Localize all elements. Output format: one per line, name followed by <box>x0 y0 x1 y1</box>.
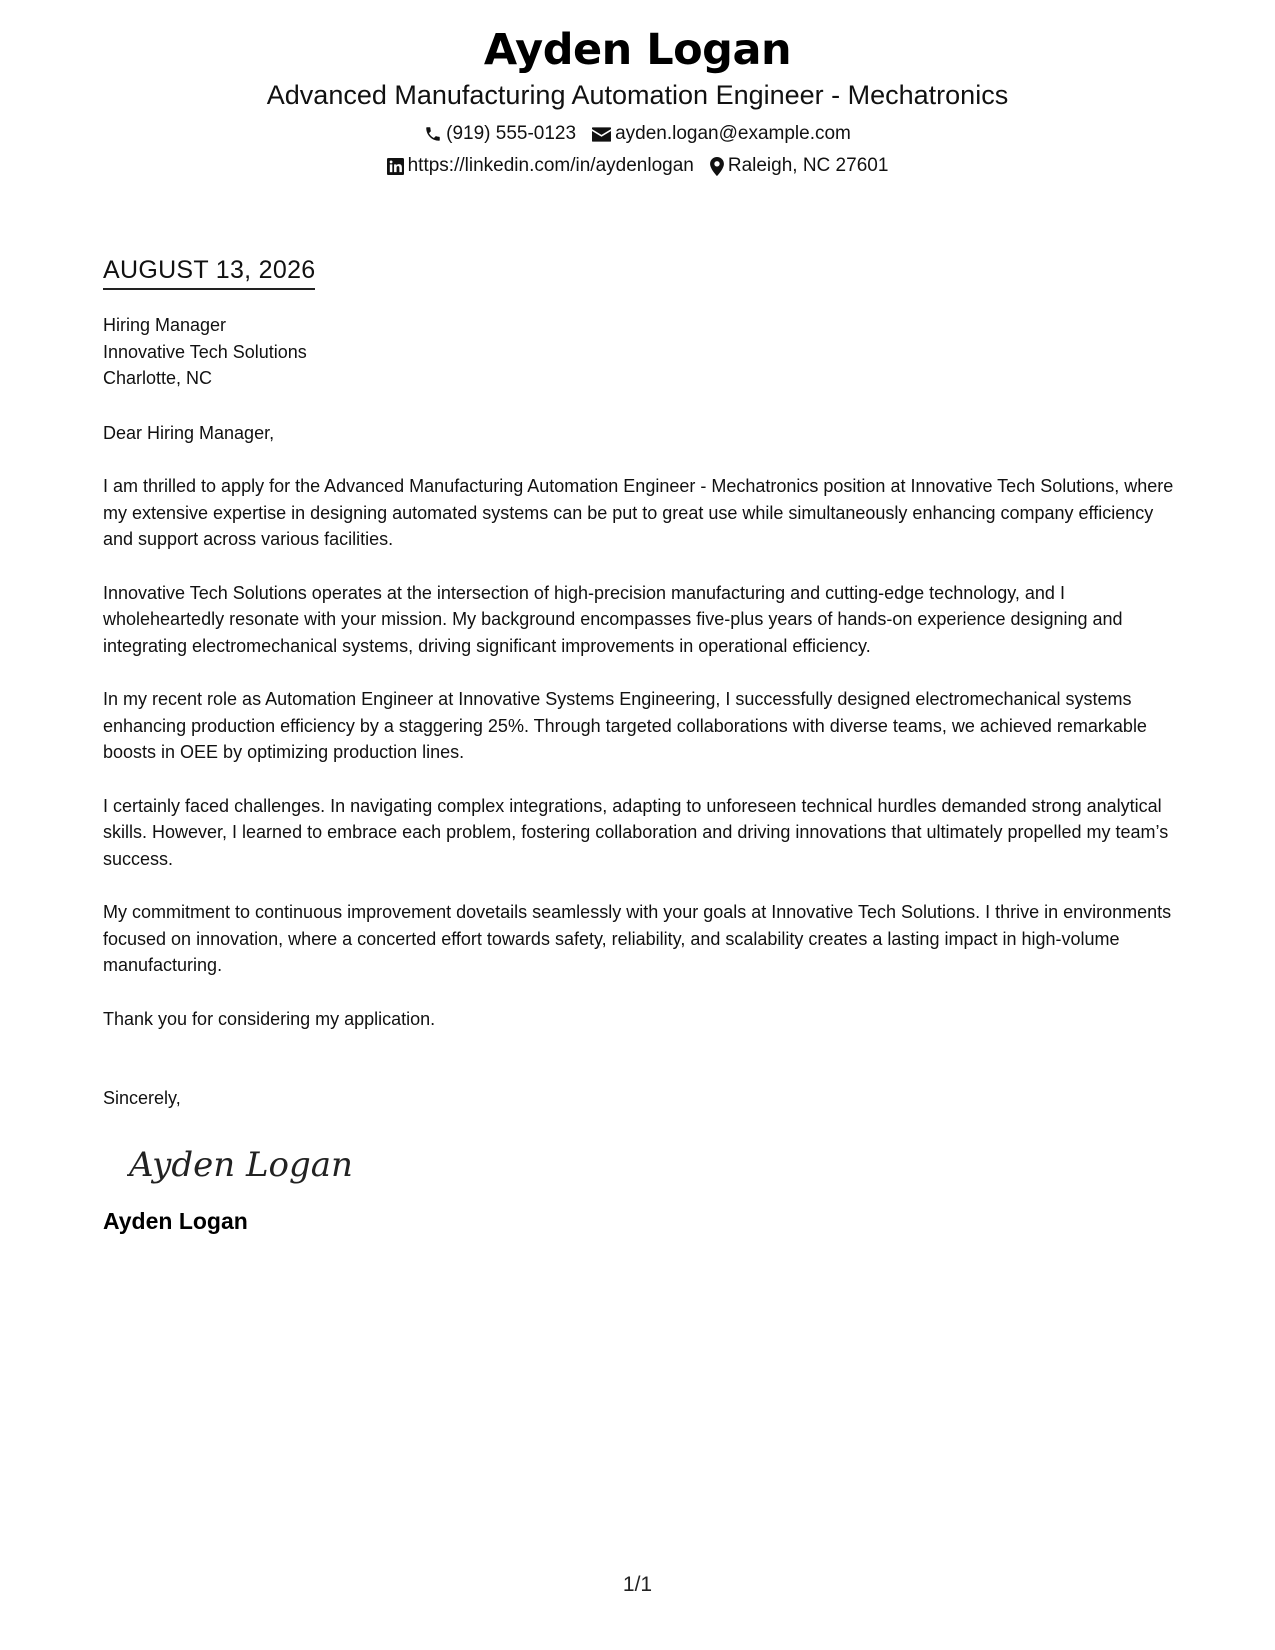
body-paragraph: I certainly faced challenges. In navigating complex integrations, adapting to unforeseen technical hurdles demanded strong analytical skills. However, I learned to embrace each problem, fostering collaboration and driving innovations that ultimately propelled my team’s success. <box>103 795 1169 869</box>
body-paragraph: Innovative Tech Solutions operates at the intersection of high-precision manufacturing and cutting-edge technology, and I wholeheartedly resonate with your mission. My background encompasses five-plus years of hands-on experience designing and integrating electromechanical systems, driving significant improvements in operational efficiency. <box>103 582 1123 656</box>
salutation: Dear Hiring Manager, <box>103 422 275 443</box>
contact-linkedin <box>387 153 694 179</box>
handwritten-signature <box>127 1134 357 1194</box>
closing: Sincerely, <box>103 1088 181 1108</box>
email-address: ayden.logan@example.com <box>615 123 851 144</box>
recipient-block <box>103 312 1178 392</box>
map-marker-icon <box>710 157 724 176</box>
envelope-icon <box>592 127 611 142</box>
body-paragraph: I am thrilled to apply for the Advanced Manufacturing Automation Engineer - Mechatronics position at Innovative Tech Solutions, where my extensive expertise in designing automated systems can be put to great use while simultaneously enhancing company efficiency and support across various facilities. <box>103 476 1174 549</box>
contact-phone <box>424 121 576 147</box>
letter-header <box>0 22 1275 179</box>
contact-row-secondary <box>0 153 1275 179</box>
job-headline: Advanced Manufacturing Automation Engineer - Mechatronics <box>266 80 1009 110</box>
phone-icon <box>424 125 442 143</box>
phone-number: (919) 555-0123 <box>446 123 577 144</box>
recipient-company: Innovative Tech Solutions <box>103 341 307 362</box>
signature-script: Ayden Logan <box>129 1144 353 1185</box>
contact-location <box>710 153 889 179</box>
recipient-title: Hiring Manager <box>103 315 227 335</box>
letter-date: AUGUST 13, 2026 <box>103 254 315 290</box>
signer-name: Ayden Logan <box>103 1207 248 1234</box>
letter-body <box>103 254 1178 1236</box>
applicant-name: Ayden Logan <box>483 25 792 75</box>
location-text: Raleigh, NC 27601 <box>727 155 889 176</box>
body-paragraph: Thank you for considering my application. <box>103 1008 436 1029</box>
contact-email <box>592 121 851 147</box>
recipient-location: Charlotte, NC <box>103 368 213 388</box>
body-paragraph: In my recent role as Automation Engineer at Innovative Systems Engineering, I successfully designed electromechanical systems enhancing production efficiency by a staggering 25%. Through targeted collaborations with diverse teams, we achieved remarkable boosts in OEE by optimizing production lines. <box>103 689 1147 762</box>
body-paragraph: My commitment to continuous improvement dovetails seamlessly with your goals at Innovative Tech Solutions. I thrive in environments focused on innovation, where a concerted effort towards safety, reliability, and scalability creates a lasting impact in high-volume manufacturing. <box>103 902 1172 975</box>
linkedin-icon <box>387 158 404 175</box>
page-indicator: 1/1 <box>622 1573 653 1596</box>
contact-row-primary <box>0 121 1275 147</box>
linkedin-url: https://linkedin.com/in/aydenlogan <box>407 155 694 176</box>
